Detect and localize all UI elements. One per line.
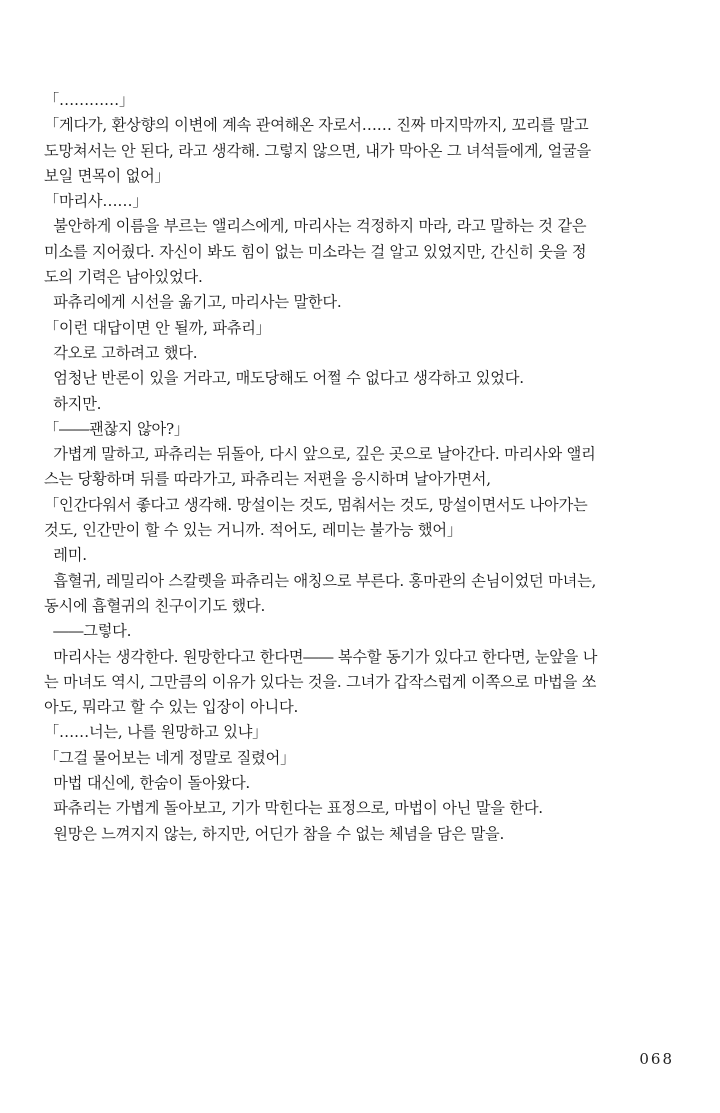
text-line: 미소를 지어줬다. 자신이 봐도 힘이 없는 미소라는 걸 알고 있었지만, 간신히 웃을 정 (44, 242, 587, 261)
text-line: 「……너는, 나를 원망하고 있냐」 (44, 723, 268, 742)
text-line: 「마리사……」 (44, 192, 148, 211)
text-line: 하지만. (44, 394, 102, 413)
text-line: 흡혈귀, 레밀리아 스칼렛을 파츄리는 애칭으로 부른다. 홍마관의 손님이었던 마녀는, (44, 571, 597, 590)
text-line: 「…………」 (44, 91, 134, 109)
text-line: 파츄리는 가볍게 돌아보고, 기가 막힌다는 표정으로, 마법이 아닌 말을 한다. (44, 799, 543, 818)
text-line: 각오로 고하려고 했다. (44, 343, 198, 362)
text-line: 원망은 느껴지지 않는, 하지만, 어딘가 참을 수 없는 체념을 담은 말을. (44, 824, 505, 843)
text-line: 는 마녀도 역시, 그만큼의 이유가 있다는 것을. 그녀가 갑작스럽게 이쪽으로 마법을 쏘 (44, 672, 597, 691)
text-line: 「――괜찮지 않아?」 (44, 419, 189, 438)
page-number: 068 (639, 1050, 674, 1068)
text-line: 엄청난 반론이 있을 거라고, 매도당해도 어쩔 수 없다고 생각하고 있었다. (44, 369, 524, 388)
body-text (44, 88, 684, 847)
text-line: 동시에 흡혈귀의 친구이기도 했다. (44, 596, 266, 615)
text-line: 도망쳐서는 안 된다, 라고 생각해. 그렇지 않으면, 내가 막아온 그 녀석들에게, 얼굴을 (44, 141, 591, 160)
text-line: 「게다가, 환상향의 이변에 계속 관여해온 자로서…… 진짜 마지막까지, 꼬리를 말고 (44, 116, 589, 135)
text-line: 도의 기력은 남아있었다. (44, 268, 203, 287)
text-line: 파츄리에게 시선을 옮기고, 마리사는 말한다. (44, 293, 342, 312)
text-line: 보일 면목이 없어」 (44, 166, 170, 185)
text-line: 레미. (44, 546, 87, 565)
text-line: 「인간다워서 좋다고 생각해. 망설이는 것도, 멈춰서는 것도, 망설이면서도 나아가는 (44, 495, 588, 514)
text-line: 「이런 대답이면 안 될까, 파츄리」 (44, 318, 271, 337)
text-line: 마리사는 생각한다. 원망한다고 한다면―― 복수할 동기가 있다고 한다면, 눈앞을 나 (44, 647, 598, 666)
text-line: 불안하게 이름을 부르는 앨리스에게, 마리사는 걱정하지 마라, 라고 말하는 것 같은 (44, 217, 587, 236)
text-line: 아도, 뭐라고 할 수 있는 입장이 아니다. (44, 698, 299, 717)
text-line: 것도, 인간만이 할 수 있는 거니까. 적어도, 레미는 불가능 했어」 (44, 521, 462, 540)
text-line: 가볍게 말하고, 파츄리는 뒤돌아, 다시 앞으로, 깊은 곳으로 날아간다. 마리사와 앨리 (44, 445, 596, 464)
text-line: 마법 대신에, 한숨이 돌아왔다. (44, 774, 251, 793)
text-line: ――그렇다. (44, 622, 132, 641)
text-line: 「그걸 물어보는 네게 정말로 질렸어」 (44, 748, 296, 767)
text-line: 스는 당황하며 뒤를 따라가고, 파츄리는 저편을 응시하며 날아가면서, (44, 470, 491, 489)
